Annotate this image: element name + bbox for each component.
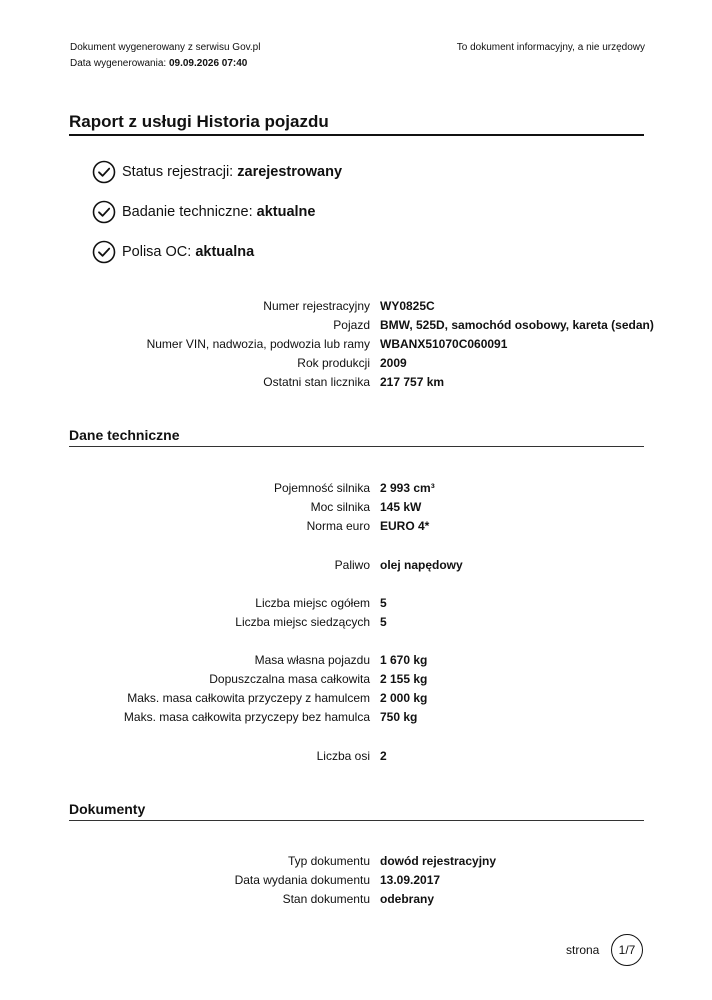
technical-row [0, 613, 712, 632]
field-value: EURO 4* [380, 519, 430, 533]
field-value: 145 kW [380, 500, 422, 514]
field-label: Maks. masa całkowita przyczepy z hamulcem [127, 691, 370, 705]
field-label: Paliwo [334, 558, 370, 572]
field-value: 2 993 cm³ [380, 481, 435, 495]
field-value: 2 155 kg [380, 672, 428, 686]
field-value: 2009 [380, 356, 407, 370]
vehicle-row [0, 316, 712, 335]
field-label: Stan dokumentu [282, 892, 370, 906]
section-title-documents: Dokumenty [69, 801, 146, 817]
field-label: Typ dokumentu [287, 854, 370, 868]
field-label: Moc silnika [310, 500, 370, 514]
field-label: Rok produkcji [297, 356, 370, 370]
technical-row [0, 651, 712, 670]
check-circle-icon [92, 200, 116, 224]
field-label: Data wydania dokumentu [234, 873, 370, 887]
field-label: Masa własna pojazdu [254, 653, 370, 667]
generated-date-label: Data wygenerowania: [70, 58, 167, 69]
check-circle-icon [92, 240, 116, 264]
technical-row [0, 556, 712, 575]
field-value: 1 670 kg [380, 653, 428, 667]
disclaimer-text: To dokument informacyjny, a nie urzędowy [456, 42, 645, 53]
generated-date-line [70, 56, 260, 72]
technical-row [0, 594, 712, 613]
vehicle-row [0, 373, 712, 392]
field-label: Liczba miejsc siedzących [235, 615, 370, 629]
field-value: 5 [380, 596, 387, 610]
technical-row [0, 689, 712, 708]
field-label: Numer rejestracyjny [263, 299, 370, 313]
field-label: Pojemność silnika [273, 481, 370, 495]
field-label: Maks. masa całkowita przyczepy bez hamulca [123, 710, 370, 724]
section-divider [69, 820, 644, 821]
status-insurance [92, 240, 254, 264]
status-value: aktualne [256, 204, 316, 220]
field-value: olej napędowy [380, 558, 463, 572]
title-divider [69, 134, 644, 136]
technical-row [0, 498, 712, 517]
field-value: 13.09.2017 [380, 873, 441, 887]
field-value: 750 kg [380, 710, 418, 724]
generated-from-text: Dokument wygenerowany z serwisu Gov.pl [70, 42, 261, 53]
technical-row [0, 708, 712, 727]
document-row [0, 852, 712, 871]
document-row [0, 890, 712, 909]
status-label: Status rejestracji: [122, 164, 234, 180]
field-value: 2 [380, 749, 387, 763]
status-label: Polisa OC: [122, 244, 192, 260]
field-value: 5 [380, 615, 387, 629]
field-label: Liczba miejsc ogółem [255, 596, 370, 610]
section-title-technical: Dane techniczne [69, 427, 180, 443]
field-label: Norma euro [306, 519, 370, 533]
field-value: WY0825C [380, 299, 435, 313]
field-value: 2 000 kg [380, 691, 428, 705]
field-label: Dopuszczalna masa całkowita [209, 672, 370, 686]
technical-row [0, 670, 712, 689]
section-divider [69, 446, 644, 447]
field-value: odebrany [380, 892, 435, 906]
status-value: aktualna [195, 244, 255, 260]
status-value: zarejestrowany [237, 164, 343, 180]
status-inspection [92, 200, 315, 224]
page-label: strona [566, 943, 600, 957]
field-label: Ostatni stan licznika [263, 375, 370, 389]
field-label: Liczba osi [316, 749, 370, 763]
status-registration [92, 160, 342, 184]
field-value: BMW, 525D, samochód osobowy, kareta (sedan) [380, 318, 654, 332]
generated-date-value: 09.09.2026 07:40 [168, 58, 248, 69]
vehicle-row [0, 335, 712, 354]
field-label: Pojazd [333, 318, 370, 332]
field-value: 217 757 km [380, 375, 445, 389]
report-title: Raport z usługi Historia pojazdu [69, 112, 329, 131]
technical-row [0, 747, 712, 766]
vehicle-row [0, 354, 712, 373]
status-label: Badanie techniczne: [122, 204, 253, 220]
vehicle-row [0, 297, 712, 316]
field-label: Numer VIN, nadwozia, podwozia lub ramy [146, 337, 370, 351]
technical-row [0, 479, 712, 498]
check-circle-icon [92, 160, 116, 184]
technical-row [0, 517, 712, 536]
document-header-info [70, 40, 260, 72]
document-row [0, 871, 712, 890]
field-value: dowód rejestracyjny [380, 854, 497, 868]
page-number-badge: 1/7 [611, 934, 643, 966]
field-value: WBANX51070C060091 [380, 337, 508, 351]
